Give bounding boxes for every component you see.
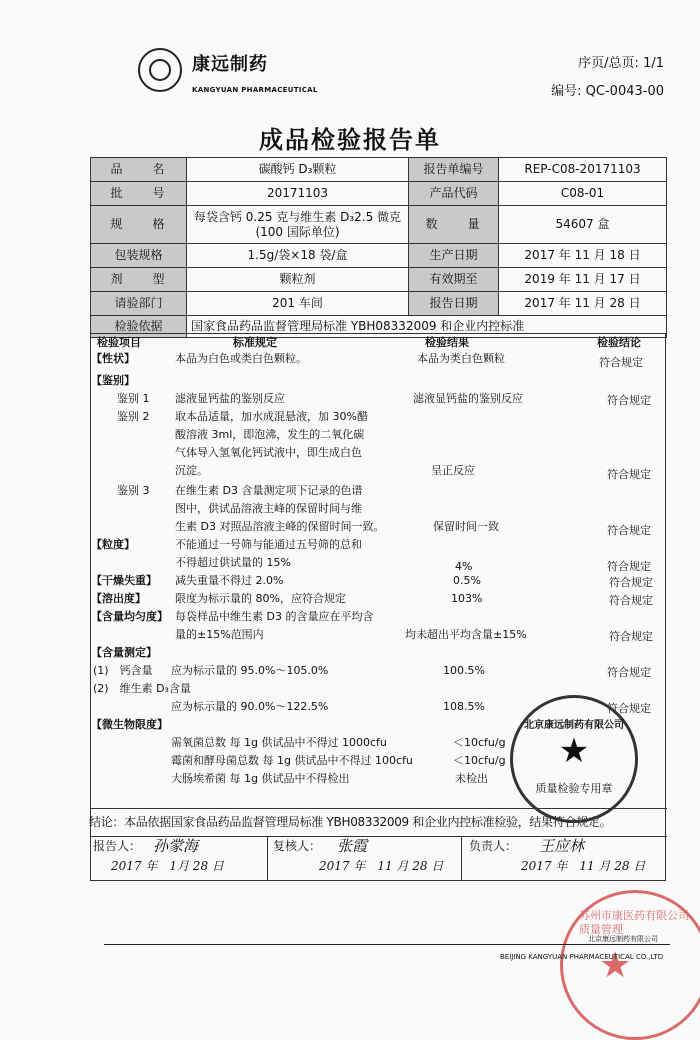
basis-standard: 国家食品药品监督管理局标准 YBH08332009 和企业内控标准 xyxy=(187,316,667,338)
id2-standard-2: 酸溶液 3ml，即泡沸，发生的二氧化碳 xyxy=(175,428,365,441)
drying-loss-item: 【干燥失重】 xyxy=(91,574,157,587)
vitamin-d3-item: (2) 维生素 D₃含量 xyxy=(93,682,191,695)
footer-company-en: BEIJING KANGYUAN PHARMACEUTICAL CO.,LTD xyxy=(500,953,664,961)
content-uniformity-standard-1: 每袋样品中维生素 D3 的含量应在平均含 xyxy=(175,610,374,623)
col-conclusion-header: 检验结论 xyxy=(597,336,641,349)
traits-item: 【性状】 xyxy=(91,352,135,365)
id2-standard-3: 气体导入氢氧化钙试液中，即生成白色 xyxy=(175,446,362,459)
id1-standard: 滤液显钙盐的鉴别反应 xyxy=(175,392,285,405)
department-label: 请验部门 xyxy=(91,292,187,316)
package-label: 包装规格 xyxy=(91,244,187,268)
particle-size-standard-2: 不得超过供试量的 15% xyxy=(175,556,291,569)
id2-standard-1: 取本品适量，加水成混悬液，加 30%醋 xyxy=(175,410,368,423)
id1-item: 鉴别 1 xyxy=(117,392,150,405)
report-date: 2017 年 11 月 28 日 xyxy=(499,292,667,316)
distributor-red-stamp: 苏州市康医药有限公司 质量管理 ★ xyxy=(560,890,700,1040)
dissolution-item: 【溶出度】 xyxy=(91,592,146,605)
vitamin-d3-conclusion: 符合规定 xyxy=(607,702,651,715)
brand-name-en: KANGYUAN PHARMACEUTICAL xyxy=(192,86,318,94)
quantity: 54607 盒 xyxy=(499,206,667,244)
final-conclusion: 结论：本品依据国家食品药品监督管理局标准 YBH08332009 和企业内控标准检验，结果符合规定。 xyxy=(89,815,612,829)
reviewer-signature: 张霞 xyxy=(337,837,368,855)
page-title: 成品检验报告单 xyxy=(259,126,441,154)
id3-standard-2: 图中，供试品溶液主峰的保留时间与维 xyxy=(175,502,362,515)
dissolution-standard: 限度为标示量的 80%，应符合规定 xyxy=(175,592,346,605)
traits-standard: 本品为白色或类白色颗粒。 xyxy=(175,352,307,365)
package-spec: 1.5g/袋×18 袋/盒 xyxy=(187,244,409,268)
product-name: 碳酸钙 D₃颗粒 xyxy=(187,158,409,182)
report-no: REP-C08-20171103 xyxy=(499,158,667,182)
spec-value: 每袋含钙 0.25 克与维生素 D₃2.5 微克 (100 国际单位) xyxy=(187,206,409,244)
responsible-label: 负责人： xyxy=(469,839,518,853)
content-uniformity-conclusion: 符合规定 xyxy=(609,630,653,643)
production-date-label: 生产日期 xyxy=(409,244,499,268)
expiry-date: 2019 年 11 月 17 日 xyxy=(499,268,667,292)
dissolution-conclusion: 符合规定 xyxy=(609,594,653,607)
drying-loss-conclusion: 符合规定 xyxy=(609,576,653,589)
id2-standard-4: 沉淀。 xyxy=(175,464,208,477)
calcium-standard: 应为标示量的 95.0%～105.0% xyxy=(171,664,329,677)
aerobic-count-result: ＜10cfu/g xyxy=(453,736,506,749)
quantity-label: 数 量 xyxy=(409,206,499,244)
company-logo xyxy=(138,48,182,92)
id3-result: 保留时间一致 xyxy=(433,520,499,533)
content-uniformity-item: 【含量均匀度】 xyxy=(91,610,168,623)
col-standard-header: 标准规定 xyxy=(233,336,277,349)
particle-size-conclusion: 符合规定 xyxy=(607,560,651,573)
e-coli-standard: 大肠埃希菌 每 1g 供试品中不得检出 xyxy=(171,772,350,785)
col-result-header: 检验结果 xyxy=(425,336,469,349)
dosage-form-label: 剂 型 xyxy=(91,268,187,292)
basis-label: 检验依据 xyxy=(91,316,187,338)
production-date: 2017 年 11 月 18 日 xyxy=(499,244,667,268)
drying-loss-standard: 减失重量不得过 2.0% xyxy=(175,574,284,587)
batch-label: 批 号 xyxy=(91,182,187,206)
id2-conclusion: 符合规定 xyxy=(607,468,651,481)
quality-inspection-stamp: 北京康远制药有限公司 ★ 质量检验专用章 xyxy=(510,695,638,823)
reviewer-label: 复核人： xyxy=(273,839,322,853)
e-coli-result: 未检出 xyxy=(455,772,488,785)
product-info-table xyxy=(90,157,667,338)
id3-item: 鉴别 3 xyxy=(117,484,150,497)
assay-item: 【含量测定】 xyxy=(91,646,157,659)
page-number: 序页/总页: 1/1 xyxy=(578,56,664,71)
dosage-form: 颗粒剂 xyxy=(187,268,409,292)
aerobic-count-standard: 需氧菌总数 每 1g 供试品中不得过 1000cfu xyxy=(171,736,387,749)
vitamin-d3-standard: 应为标示量的 90.0%～122.5% xyxy=(171,700,329,713)
reporter-date: 2017 年 1月 28 日 xyxy=(111,859,224,873)
footer-company-cn: 北京康远制药有限公司 xyxy=(588,935,658,943)
drying-loss-result: 0.5% xyxy=(453,574,481,587)
report-no-label: 报告单编号 xyxy=(409,158,499,182)
id3-standard-1: 在维生素 D3 含量测定项下记录的色谱 xyxy=(175,484,363,497)
particle-size-result: 4% xyxy=(455,560,473,573)
content-uniformity-standard-2: 量的±15%范围内 xyxy=(175,628,264,641)
calcium-conclusion: 符合规定 xyxy=(607,666,651,679)
mold-yeast-standard: 霉菌和酵母菌总数 每 1g 供试品中不得过 100cfu xyxy=(171,754,413,767)
vitamin-d3-result: 108.5% xyxy=(443,700,485,713)
reporter-label: 报告人： xyxy=(93,839,142,853)
id2-item: 鉴别 2 xyxy=(117,410,150,423)
content-uniformity-result: 均未超出平均含量±15% xyxy=(405,628,527,641)
id3-standard-3: 生素 D3 对照品溶液主峰的保留时间一致。 xyxy=(175,520,385,533)
traits-conclusion: 符合规定 xyxy=(599,356,643,369)
calcium-item: (1) 钙含量 xyxy=(93,664,153,677)
department: 201 车间 xyxy=(187,292,409,316)
id1-conclusion: 符合规定 xyxy=(607,394,651,407)
responsible-signature: 王应林 xyxy=(539,837,585,855)
expiry-label: 有效期至 xyxy=(409,268,499,292)
red-star-icon: ★ xyxy=(599,945,632,986)
mold-yeast-result: ＜10cfu/g xyxy=(453,754,506,767)
star-icon: ★ xyxy=(558,731,590,771)
id1-result: 滤液显钙盐的鉴别反应 xyxy=(413,392,523,405)
footer-divider xyxy=(104,944,670,945)
spec-label: 规 格 xyxy=(91,206,187,244)
dissolution-result: 103% xyxy=(451,592,483,605)
batch-no: 20171103 xyxy=(187,182,409,206)
id3-conclusion: 符合规定 xyxy=(607,524,651,537)
brand-name-cn: 康远制药 xyxy=(192,54,268,75)
identification-item: 【鉴别】 xyxy=(91,374,135,387)
product-name-label: 品 名 xyxy=(91,158,187,182)
col-item-header: 检验项目 xyxy=(97,336,141,349)
id2-result: 呈正反应 xyxy=(431,464,475,477)
particle-size-standard-1: 不能通过一号筛与能通过五号筛的总和 xyxy=(175,538,362,551)
document-code: 编号: QC-0043-00 xyxy=(551,84,664,99)
calcium-result: 100.5% xyxy=(443,664,485,677)
traits-result: 本品为类白色颗粒 xyxy=(417,352,505,365)
reporter-signature: 孙䝉海 xyxy=(153,837,199,855)
product-code-label: 产品代码 xyxy=(409,182,499,206)
reviewer-date: 2017 年 11 月 28 日 xyxy=(319,859,444,873)
responsible-date: 2017 年 11 月 28 日 xyxy=(521,859,646,873)
microbial-limit-item: 【微生物限度】 xyxy=(91,718,168,731)
product-code: C08-01 xyxy=(499,182,667,206)
particle-size-item: 【粒度】 xyxy=(91,538,135,551)
report-date-label: 报告日期 xyxy=(409,292,499,316)
